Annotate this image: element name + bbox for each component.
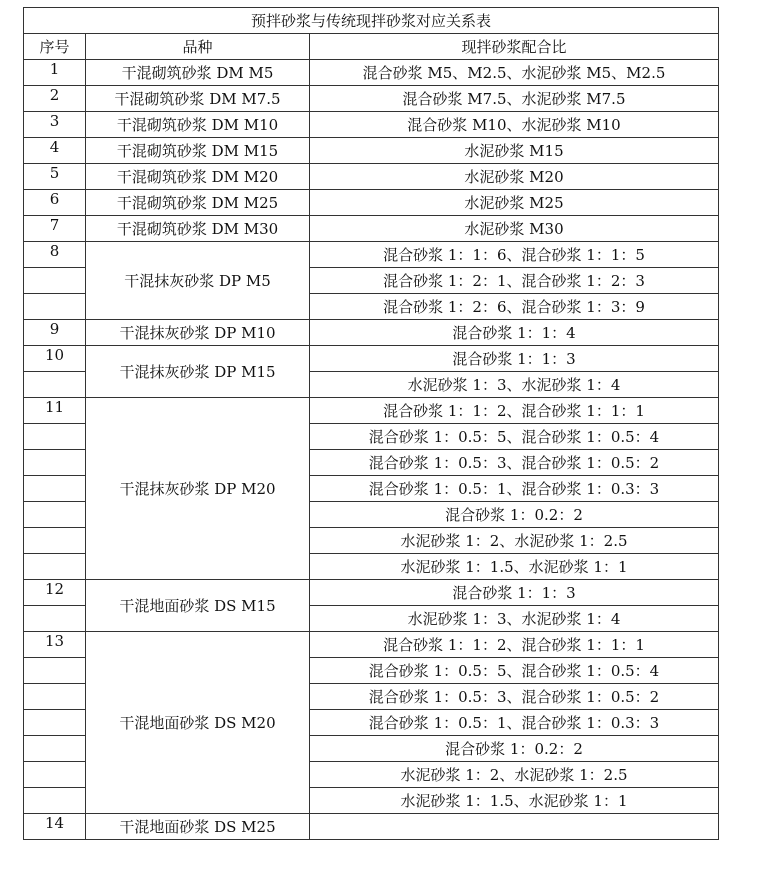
row-number (24, 684, 86, 710)
row-number (24, 710, 86, 736)
table-row (24, 138, 719, 164)
header-seq: 序号 (24, 34, 86, 60)
table-row (24, 190, 719, 216)
mix-ratio: 混合砂浆 1：0.2：2 (310, 502, 719, 528)
product-name: 干混砌筑砂浆 DM M30 (86, 216, 310, 242)
row-number (24, 294, 86, 320)
product-name: 干混地面砂浆 DS M20 (86, 632, 310, 814)
mix-ratio: 混合砂浆 1：0.5：1、混合砂浆 1：0.3：3 (310, 710, 719, 736)
mix-ratio: 水泥砂浆 M25 (310, 190, 719, 216)
mix-ratio: 混合砂浆 1：0.5：3、混合砂浆 1：0.5：2 (310, 684, 719, 710)
row-number: 12 (24, 580, 86, 606)
mix-ratio: 混合砂浆 1：1：3 (310, 580, 719, 606)
mix-ratio: 水泥砂浆 1：1.5、水泥砂浆 1：1 (310, 788, 719, 814)
table-row (24, 346, 719, 372)
row-number (24, 268, 86, 294)
product-name: 干混砌筑砂浆 DM M15 (86, 138, 310, 164)
table-body (24, 60, 719, 840)
mix-ratio: 水泥砂浆 M15 (310, 138, 719, 164)
mix-ratio: 混合砂浆 1：1：2、混合砂浆 1：1：1 (310, 398, 719, 424)
mix-ratio: 水泥砂浆 1：3、水泥砂浆 1：4 (310, 606, 719, 632)
product-name: 干混抹灰砂浆 DP M15 (86, 346, 310, 398)
table-row (24, 632, 719, 658)
row-number: 8 (24, 242, 86, 268)
row-number (24, 762, 86, 788)
row-number (24, 606, 86, 632)
row-number: 13 (24, 632, 86, 658)
mix-ratio: 混合砂浆 1：2：6、混合砂浆 1：3：9 (310, 294, 719, 320)
table-row (24, 112, 719, 138)
mix-ratio: 水泥砂浆 1：3、水泥砂浆 1：4 (310, 372, 719, 398)
mix-ratio: 混合砂浆 1：0.5：3、混合砂浆 1：0.5：2 (310, 450, 719, 476)
mix-ratio: 水泥砂浆 M30 (310, 216, 719, 242)
header-product: 品种 (86, 34, 310, 60)
product-name: 干混抹灰砂浆 DP M5 (86, 242, 310, 320)
product-name: 干混砌筑砂浆 DM M20 (86, 164, 310, 190)
product-name: 干混抹灰砂浆 DP M10 (86, 320, 310, 346)
table-row (24, 216, 719, 242)
row-number: 9 (24, 320, 86, 346)
table-row (24, 86, 719, 112)
product-name: 干混砌筑砂浆 DM M7.5 (86, 86, 310, 112)
header-mix: 现拌砂浆配合比 (310, 34, 719, 60)
row-number (24, 736, 86, 762)
product-name: 干混砌筑砂浆 DM M10 (86, 112, 310, 138)
table-row (24, 398, 719, 424)
row-number: 5 (24, 164, 86, 190)
table-row (24, 164, 719, 190)
row-number: 2 (24, 86, 86, 112)
mix-ratio: 水泥砂浆 1：2、水泥砂浆 1：2.5 (310, 762, 719, 788)
product-name: 干混地面砂浆 DS M25 (86, 814, 310, 840)
product-name: 干混砌筑砂浆 DM M5 (86, 60, 310, 86)
row-number: 10 (24, 346, 86, 372)
mix-ratio (310, 814, 719, 840)
row-number: 14 (24, 814, 86, 840)
product-name: 干混砌筑砂浆 DM M25 (86, 190, 310, 216)
title-row (24, 8, 719, 34)
mix-ratio: 混合砂浆 1：0.2：2 (310, 736, 719, 762)
row-number (24, 450, 86, 476)
data-table (23, 7, 719, 840)
table-row (24, 320, 719, 346)
mix-ratio: 水泥砂浆 M20 (310, 164, 719, 190)
table-row (24, 60, 719, 86)
mix-ratio: 水泥砂浆 1：1.5、水泥砂浆 1：1 (310, 554, 719, 580)
row-number (24, 476, 86, 502)
product-name: 干混抹灰砂浆 DP M20 (86, 398, 310, 580)
mix-ratio: 混合砂浆 1：2：1、混合砂浆 1：2：3 (310, 268, 719, 294)
row-number: 4 (24, 138, 86, 164)
table-row (24, 580, 719, 606)
mix-ratio: 混合砂浆 1：0.5：1、混合砂浆 1：0.3：3 (310, 476, 719, 502)
row-number (24, 372, 86, 398)
row-number: 6 (24, 190, 86, 216)
mix-ratio: 混合砂浆 1：1：6、混合砂浆 1：1：5 (310, 242, 719, 268)
row-number (24, 502, 86, 528)
mix-ratio: 混合砂浆 1：0.5：5、混合砂浆 1：0.5：4 (310, 658, 719, 684)
mix-ratio: 混合砂浆 1：1：2、混合砂浆 1：1：1 (310, 632, 719, 658)
row-number (24, 528, 86, 554)
mix-ratio: 混合砂浆 1：1：3 (310, 346, 719, 372)
row-number: 3 (24, 112, 86, 138)
product-name: 干混地面砂浆 DS M15 (86, 580, 310, 632)
mix-ratio: 混合砂浆 M5、M2.5、水泥砂浆 M5、M2.5 (310, 60, 719, 86)
row-number (24, 788, 86, 814)
row-number (24, 554, 86, 580)
mix-ratio: 混合砂浆 1：1：4 (310, 320, 719, 346)
table-row (24, 242, 719, 268)
mix-ratio: 水泥砂浆 1：2、水泥砂浆 1：2.5 (310, 528, 719, 554)
row-number (24, 424, 86, 450)
mix-ratio: 混合砂浆 M10、水泥砂浆 M10 (310, 112, 719, 138)
row-number (24, 658, 86, 684)
row-number: 7 (24, 216, 86, 242)
mortar-mapping-table (23, 7, 718, 840)
header-row (24, 34, 719, 60)
mix-ratio: 混合砂浆 M7.5、水泥砂浆 M7.5 (310, 86, 719, 112)
row-number: 1 (24, 60, 86, 86)
mix-ratio: 混合砂浆 1：0.5：5、混合砂浆 1：0.5：4 (310, 424, 719, 450)
table-row (24, 814, 719, 840)
row-number: 11 (24, 398, 86, 424)
table-title: 预拌砂浆与传统现拌砂浆对应关系表 (24, 8, 719, 34)
